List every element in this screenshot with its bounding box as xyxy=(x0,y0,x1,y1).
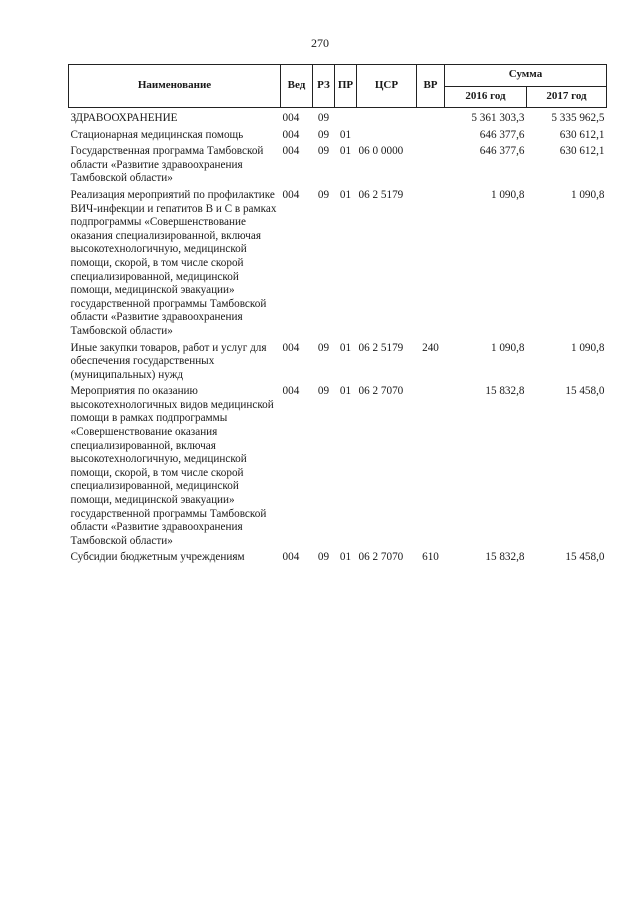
table-row xyxy=(69,551,607,568)
row-csr: 06 2 5179 xyxy=(358,188,404,201)
row-rz: 09 xyxy=(317,112,330,124)
header-2017: 2017 год xyxy=(527,86,607,108)
row-rz: 09 xyxy=(317,128,330,141)
row-pr: 01 xyxy=(339,551,352,564)
row-rz: 09 xyxy=(317,385,330,398)
header-2016: 2016 год xyxy=(445,86,527,108)
row-2017: 15 458,0 xyxy=(565,385,605,398)
table-row xyxy=(69,385,607,551)
row-vr xyxy=(417,129,445,146)
row-name: Иные закупки товаров, работ и услуг для обеспечения государственных (муниципальных) нужд xyxy=(70,341,267,381)
row-2016: 15 832,8 xyxy=(485,385,525,398)
row-ved: 004 xyxy=(282,551,300,564)
row-2017: 1 090,8 xyxy=(570,341,605,354)
header-name: Наименование xyxy=(69,65,281,108)
table-header xyxy=(69,65,607,108)
row-csr: 06 2 7070 xyxy=(358,551,404,564)
row-csr xyxy=(357,129,417,146)
header-rz: РЗ xyxy=(313,65,335,108)
row-2016: 5 361 303,3 xyxy=(471,112,525,124)
row-vr xyxy=(417,189,445,342)
row-2017: 15 458,0 xyxy=(565,551,605,564)
header-ved: Вед xyxy=(281,65,313,108)
row-2017: 630 612,1 xyxy=(559,128,605,141)
row-ved: 004 xyxy=(282,128,300,141)
row-vr xyxy=(417,385,445,551)
row-vr xyxy=(417,108,445,129)
row-2016: 646 377,6 xyxy=(479,128,525,141)
table-row xyxy=(69,108,607,129)
row-vr: 610 xyxy=(422,551,439,564)
row-name: Субсидии бюджетным учреждениям xyxy=(70,551,245,564)
row-csr: 06 2 7070 xyxy=(358,385,404,398)
row-2016: 15 832,8 xyxy=(485,551,525,564)
row-name: Стационарная медицинская помощь xyxy=(70,128,244,141)
row-ved: 004 xyxy=(282,385,300,398)
row-rz: 09 xyxy=(317,188,330,201)
row-pr: 01 xyxy=(339,341,352,354)
table-row xyxy=(69,189,607,342)
row-pr: 01 xyxy=(339,128,352,141)
header-sum: Сумма xyxy=(445,65,607,87)
row-2017: 1 090,8 xyxy=(570,188,605,201)
row-pr: 01 xyxy=(339,385,352,398)
row-ved: 004 xyxy=(282,341,300,354)
row-2016: 1 090,8 xyxy=(490,188,525,201)
row-csr xyxy=(357,108,417,129)
row-name: Реализация мероприятий по профилактике ВИЧ-инфекции и гепатитов В и С в рамках подпрограммы «Совершенствование оказания специализированной, включая высокотехнологичную, медицинской помощи, скорой, в том числе скорой специализированной, медицинской помощи, медицинской эвакуации» государственной программы Тамбовской области «Развитие здравоохранения Тамбовской области» xyxy=(70,188,277,337)
page-number: 270 xyxy=(311,36,329,50)
table-row xyxy=(69,129,607,146)
row-ved: 004 xyxy=(282,188,300,201)
row-name: Государственная программа Тамбовской области «Развитие здравоохранения Тамбовской области» xyxy=(70,145,264,185)
row-vr: 240 xyxy=(422,341,439,354)
row-rz: 09 xyxy=(317,145,330,158)
row-csr: 06 0 0000 xyxy=(358,145,404,158)
header-csr: ЦСР xyxy=(357,65,417,108)
header-pr: ПР xyxy=(335,65,357,108)
header-vr: ВР xyxy=(417,65,445,108)
row-pr: 01 xyxy=(339,145,352,158)
row-vr xyxy=(417,145,445,189)
row-ved: 004 xyxy=(282,145,300,158)
table-row xyxy=(69,342,607,386)
budget-table xyxy=(68,64,607,568)
row-ved: 004 xyxy=(282,112,300,124)
row-2017: 630 612,1 xyxy=(559,145,605,158)
row-2016: 646 377,6 xyxy=(479,145,525,158)
table-row xyxy=(69,145,607,189)
row-name: ЗДРАВООХРАНЕНИЕ xyxy=(70,112,178,124)
row-rz: 09 xyxy=(317,551,330,564)
row-pr: 01 xyxy=(339,188,352,201)
row-2017: 5 335 962,5 xyxy=(551,112,605,124)
row-rz: 09 xyxy=(317,341,330,354)
table-body xyxy=(69,108,607,569)
row-2016: 1 090,8 xyxy=(490,341,525,354)
row-csr: 06 2 5179 xyxy=(358,341,404,354)
row-name: Мероприятия по оказанию высокотехнологичных видов медицинской помощи в рамках подпрограммы «Совершенствование оказания специализированной, включая высокотехнологичную, медицинской помощи, скорой, в том числе скорой специализированной, медицинской помощи, медицинской эвакуации» государственной программы Тамбовской области «Развитие здравоохранения Тамбовской области» xyxy=(70,385,274,547)
row-pr xyxy=(335,108,357,129)
